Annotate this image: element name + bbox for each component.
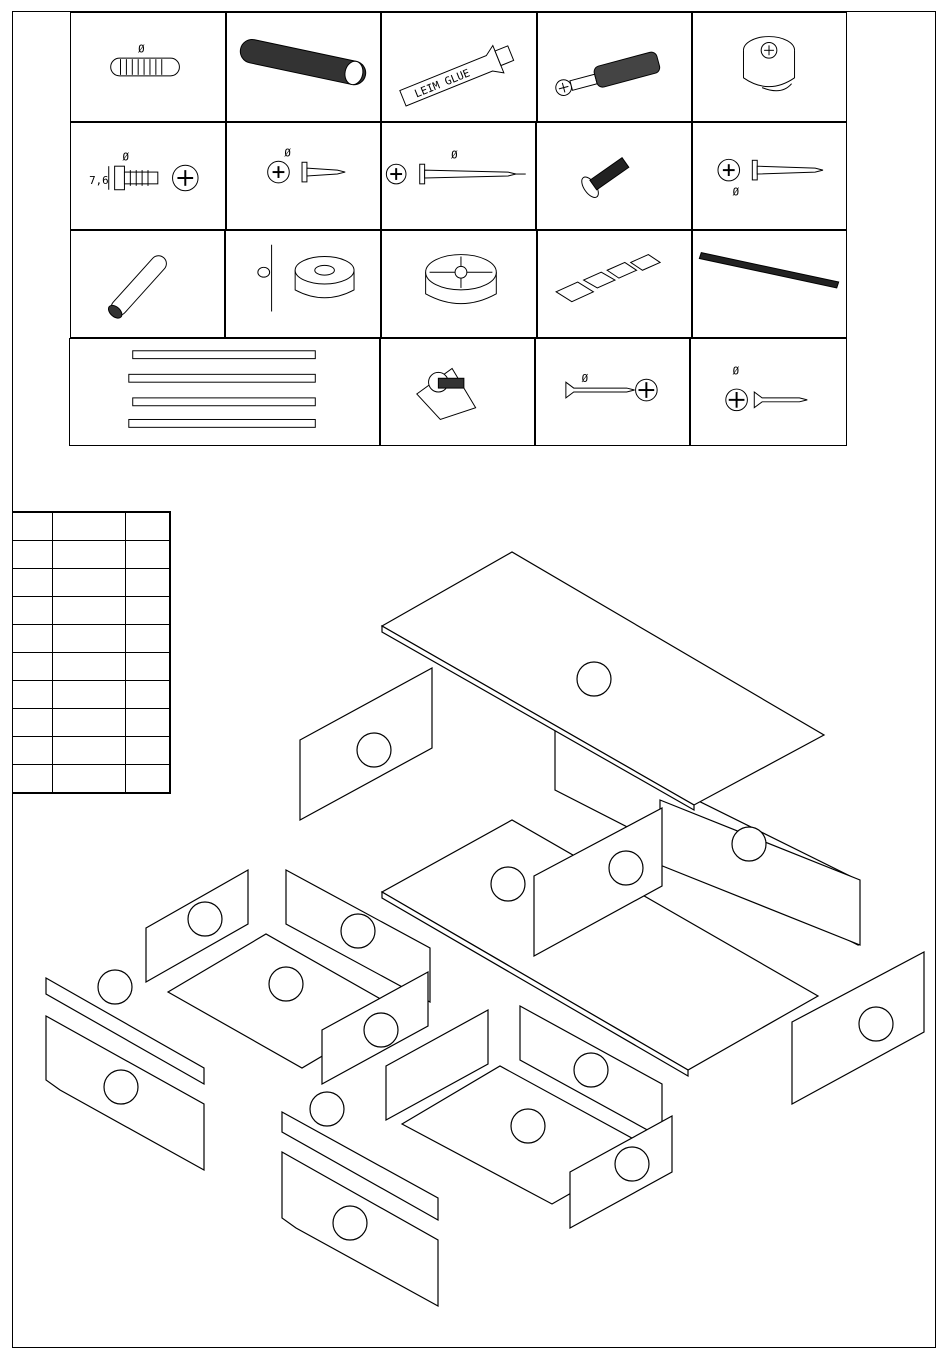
part-callout: [364, 1013, 398, 1047]
part-callout: [511, 1109, 545, 1143]
part-callout: [577, 662, 611, 696]
part-callout: [732, 827, 766, 861]
diameter-label: Ø: [284, 146, 291, 160]
diameter-label: Ø: [122, 150, 129, 164]
diameter-label: Ø: [732, 185, 740, 199]
part-callout: [609, 851, 643, 885]
part-callout: [310, 1092, 344, 1126]
part-callout: [104, 1070, 138, 1104]
diameter-label: Ø: [581, 372, 589, 386]
part-callout: [98, 970, 132, 1004]
glue-label: LEIM GLUE: [412, 66, 472, 101]
part-callout: [269, 967, 303, 1001]
part-callout: [357, 733, 391, 767]
part-callout: [859, 1007, 893, 1041]
part-callout: [491, 867, 525, 901]
diameter-label: Ø: [451, 148, 458, 162]
right-side-panel: [792, 952, 924, 1104]
diameter-label: Ø: [732, 364, 740, 378]
part-callout: [188, 902, 222, 936]
part-callout: [333, 1206, 367, 1240]
part-callout: [574, 1053, 608, 1087]
part-callout: [615, 1147, 649, 1181]
diameter-label: Ø: [138, 42, 145, 56]
screw-length-label: 7,6: [89, 173, 109, 187]
part-callout: [341, 914, 375, 948]
